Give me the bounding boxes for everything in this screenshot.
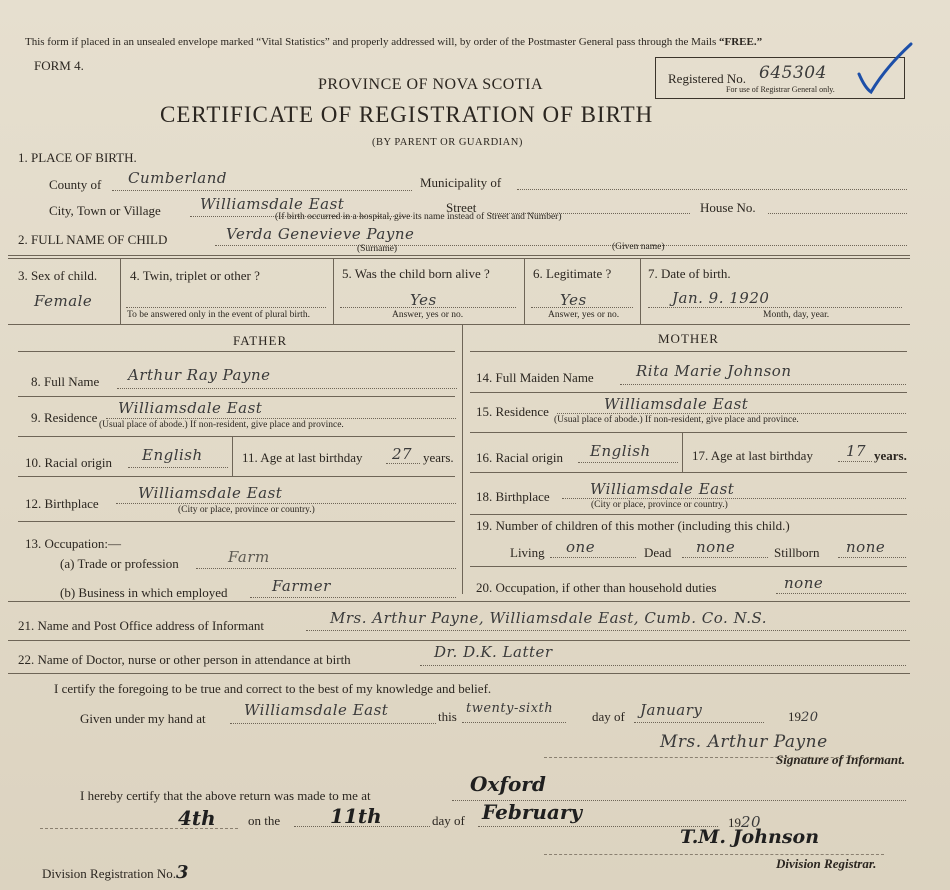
informant-signature-label: Signature of Informant. <box>776 752 905 767</box>
father-residence-value: Williamsdale East <box>118 399 263 417</box>
stillborn-value: none <box>846 538 886 556</box>
dead-value: none <box>696 538 736 556</box>
certify-text: I certify the foregoing to be true and correct to the best of my knowledge and belief. <box>54 681 492 696</box>
house-label: House No. <box>700 200 756 215</box>
dead-label: Dead <box>644 545 672 560</box>
registrar-day-value: 11th <box>330 804 382 828</box>
registrar-text: I hereby certify that the above return was made to me at <box>80 788 371 803</box>
registrar-year-prefix: 19 <box>728 815 741 830</box>
business-label: (b) Business in which employed <box>60 585 228 600</box>
this-label: this <box>438 709 457 724</box>
on-the-label: on the <box>248 813 281 828</box>
mother-residence-label: 15. Residence <box>476 404 549 419</box>
certify-day-value: twenty-sixth <box>466 701 554 716</box>
surname-note: (Surname) <box>357 244 398 254</box>
legitimate-value: Yes <box>560 291 587 309</box>
page-title: CERTIFICATE OF REGISTRATION OF BIRTH <box>160 102 654 127</box>
check-mark-icon <box>855 40 915 96</box>
sex-value: Female <box>34 292 93 310</box>
father-age-label: 11. Age at last birthday <box>242 450 363 465</box>
father-residence-label: 9. Residence <box>31 410 98 425</box>
father-years-label: years. <box>423 450 454 465</box>
sex-label: 3. Sex of child. <box>18 268 98 283</box>
father-birthplace-note: (City or place, province or country.) <box>178 505 315 515</box>
father-heading: FATHER <box>233 333 288 348</box>
registrar-day-of-label: day of <box>432 813 465 828</box>
attendant-label: 22. Name of Doctor, nurse or other person in attendance at birth <box>18 652 351 667</box>
father-name-label: 8. Full Name <box>31 374 100 389</box>
registrar-signature-label: Division Registrar. <box>776 856 877 871</box>
city-label: City, Town or Village <box>49 203 161 218</box>
mother-age-value: 17 <box>846 442 867 460</box>
born-alive-note: Answer, yes or no. <box>392 310 464 320</box>
attendant-value: Dr. D.K. Latter <box>434 643 553 661</box>
division-registration <box>42 862 189 883</box>
born-alive-value: Yes <box>410 291 437 309</box>
informant-label: 21. Name and Post Office address of Informant <box>18 618 264 633</box>
registrar-signature: T.M. Johnson <box>680 826 820 848</box>
dob-value: Jan. 9. 1920 <box>672 289 770 307</box>
living-label: Living <box>510 545 545 560</box>
born-alive-label: 5. Was the child born alive ? <box>342 266 490 281</box>
dob-label: 7. Date of birth. <box>648 266 731 281</box>
trade-label: (a) Trade or profession <box>60 556 179 571</box>
division-value: 3 <box>175 862 189 883</box>
mother-racial-label: 16. Racial origin <box>476 450 564 465</box>
father-name-value: Arthur Ray Payne <box>128 366 271 384</box>
mother-birthplace-value: Williamsdale East <box>590 480 735 498</box>
certify-month-value: January <box>640 701 703 719</box>
place-of-birth-label: 1. PLACE OF BIRTH. <box>18 150 137 165</box>
registered-number: 645304 <box>759 63 827 83</box>
informant-value: Mrs. Arthur Payne, Williamsdale East, Cumb. Co. N.S. <box>330 609 768 627</box>
father-birthplace-label: 12. Birthplace <box>25 496 99 511</box>
trade-value: Farm <box>228 548 270 566</box>
registrar-place-value: Oxford <box>470 772 546 796</box>
mother-name-label: 14. Full Maiden Name <box>476 370 594 385</box>
mother-years-label: years. <box>874 448 907 463</box>
municipality-label: Municipality of <box>420 175 502 190</box>
informant-signature: Mrs. Arthur Payne <box>660 732 828 752</box>
notice-free: “FREE.” <box>718 36 763 48</box>
legitimate-label: 6. Legitimate ? <box>533 266 612 281</box>
mail-notice <box>25 36 762 48</box>
father-occupation-label: 13. Occupation:— <box>25 536 122 551</box>
registrar-year-suffix: 20 <box>741 813 762 831</box>
form-number: FORM 4. <box>34 58 84 73</box>
stillborn-label: Stillborn <box>774 545 820 560</box>
registered-label: Registered No. <box>668 71 746 86</box>
registrar-prefix-value: 4th <box>178 806 216 830</box>
certify-year <box>788 709 819 725</box>
given-label: Given under my hand at <box>80 711 206 726</box>
living-value: one <box>566 538 596 556</box>
mother-abode-note: (Usual place of abode.) If non-resident, give place and province. <box>554 415 799 425</box>
father-age-value: 27 <box>392 445 413 463</box>
given-name-note: (Given name) <box>612 242 665 252</box>
mother-heading: MOTHER <box>658 331 719 346</box>
mother-residence-value: Williamsdale East <box>604 395 749 413</box>
mother-birthplace-label: 18. Birthplace <box>476 489 550 504</box>
city-value: Williamsdale East <box>200 195 345 213</box>
mother-racial-value: English <box>590 442 651 460</box>
mother-birthplace-note: (City or place, province or country.) <box>591 500 728 510</box>
registrar-month-value: February <box>482 800 583 824</box>
certify-year-prefix: 19 <box>788 709 801 724</box>
certify-year-suffix: 20 <box>801 710 819 725</box>
notice-text: This form if placed in an unsealed envelope marked “Vital Statistics” and properly addressed will, by order of the Postmaster General pass through the Mails <box>25 36 717 48</box>
legitimate-note: Answer, yes or no. <box>548 310 620 320</box>
registered-note: For use of Registrar General only. <box>726 85 835 94</box>
given-place-value: Williamsdale East <box>244 701 389 719</box>
children-count-label: 19. Number of children of this mother (including this child.) <box>476 518 790 533</box>
father-racial-label: 10. Racial origin <box>25 455 113 470</box>
child-name-value: Verda Genevieve Payne <box>226 225 415 243</box>
street-label: Street <box>446 200 477 215</box>
twin-label: 4. Twin, triplet or other ? <box>130 268 260 283</box>
page-subtitle: (BY PARENT OR GUARDIAN) <box>372 137 523 148</box>
province-heading: PROVINCE OF NOVA SCOTIA <box>318 76 544 93</box>
county-label: County of <box>49 177 102 192</box>
county-value: Cumberland <box>128 169 228 187</box>
mother-occupation-value: none <box>784 574 824 592</box>
mother-name-value: Rita Marie Johnson <box>636 362 792 380</box>
business-value: Farmer <box>272 577 331 595</box>
mother-age-label: 17. Age at last birthday <box>692 448 813 463</box>
certify-day-of-label: day of <box>592 709 625 724</box>
hospital-note: (If birth occurred in a hospital, give its name instead of Street and Number) <box>275 212 562 222</box>
father-abode-note: (Usual place of abode.) If non-resident, give place and province. <box>99 420 344 430</box>
division-label: Division Registration No. <box>42 866 176 881</box>
twin-note: To be answered only in the event of plural birth. <box>127 310 310 320</box>
dob-note: Month, day, year. <box>763 310 830 320</box>
father-racial-value: English <box>142 446 203 464</box>
mother-occupation-label: 20. Occupation, if other than household duties <box>476 580 717 595</box>
father-birthplace-value: Williamsdale East <box>138 484 283 502</box>
child-name-label: 2. FULL NAME OF CHILD <box>18 232 168 247</box>
